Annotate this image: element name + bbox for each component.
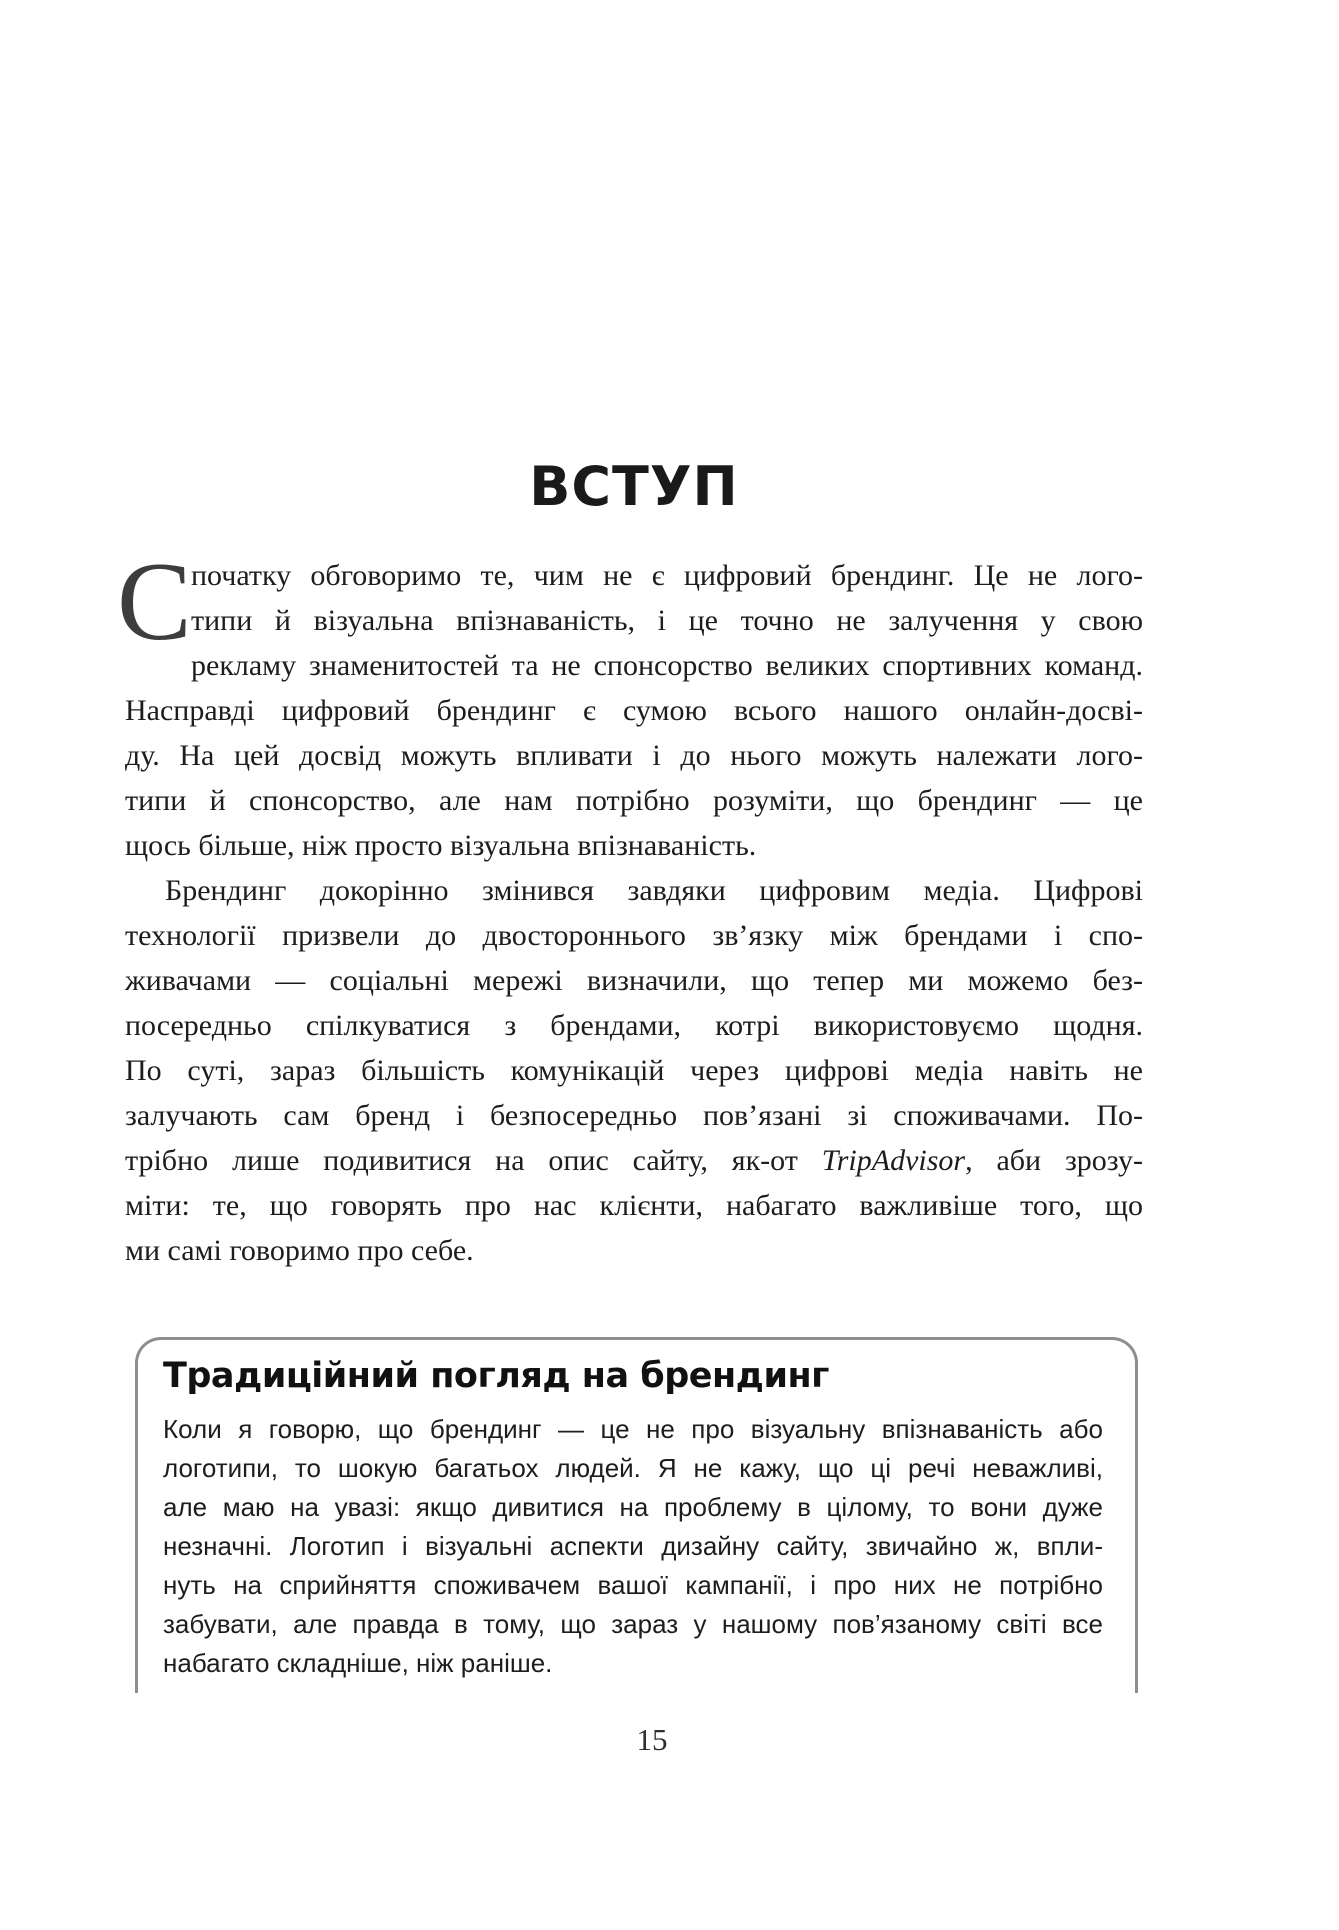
text-line: По суті, зараз більшість комунікацій через цифрові медіа навіть не <box>125 1054 1143 1087</box>
callout-text-line: набагато складніше, ніж раніше. <box>163 1648 553 1678</box>
callout-text-line: незначні. Логотип і візуальні аспекти дизайну сайту, звичайно ж, впли- <box>163 1531 1103 1561</box>
callout-text-line: нуть на сприйняття споживачем вашої кампанії, і про них не потрібно <box>163 1570 1103 1600</box>
callout-box <box>135 1337 1138 1693</box>
text-line: залучають сам бренд і безпосередньо пов’язані зі споживачами. По- <box>125 1099 1143 1132</box>
text-line: типи й візуальна впізнаваність, і це точно не залучення у свою <box>191 604 1143 637</box>
text-line: щось більше, ніж просто візуальна впізнаваність. <box>125 829 757 862</box>
text-line: Брендинг докорінно змінився завдяки цифровим медіа. Цифрові <box>165 874 1143 907</box>
text-line: живачами — соціальні мережі визначили, що тепер ми можемо без- <box>125 964 1143 997</box>
text-line: посередньо спілкуватися з брендами, котрі використовуємо щодня. <box>125 1009 1143 1042</box>
text-line: рекламу знаменитостей та не спонсорство великих спортивних команд. <box>191 649 1143 682</box>
callout-text-line: Коли я говорю, що брендинг — це не про візуальну впізнаваність або <box>163 1414 1103 1444</box>
text-line: міти: те, що говорять про нас клієнти, набагато важливіше того, що <box>125 1189 1143 1222</box>
text-line: початку обговоримо те, чим не є цифровий брендинг. Це не лого- <box>191 559 1143 592</box>
body-text <box>117 540 1144 1273</box>
text-line: Насправді цифровий брендинг є сумою всього нашого онлайн-досві- <box>125 694 1143 727</box>
text-line: технології призвели до двостороннього зв’язку між брендами і спо- <box>125 919 1143 952</box>
callout-text-line: забувати, але правда в тому, що зараз у нашому пов’язаному світі все <box>163 1609 1103 1639</box>
text-segment: трібно лише подивитися на опис сайту, як-от <box>125 1144 822 1177</box>
callout-heading: Традиційний погляд на брендинг <box>163 1356 829 1396</box>
page-title: ВСТУП <box>529 455 739 518</box>
callout-text-line: логотипи, то шокую багатьох людей. Я не кажу, що ці речі неважливі, <box>163 1453 1103 1483</box>
text-line: ду. На цей досвід можуть впливати і до нього можуть належати лого- <box>125 739 1143 772</box>
drop-cap: С <box>117 540 192 664</box>
paragraph-1 <box>117 540 1143 868</box>
text-line: типи й спонсорство, але нам потрібно розуміти, що брендинг — це <box>125 784 1143 817</box>
text-segment: , аби зрозу- <box>965 1144 1144 1177</box>
callout-text-line: але маю на увазі: якщо дивитися на проблему в цілому, то вони дуже <box>163 1492 1103 1522</box>
page-number: 15 <box>636 1722 668 1757</box>
text-line: ми самі говоримо про себе. <box>125 1234 474 1267</box>
text-line-with-italic <box>125 1138 1143 1183</box>
tripadvisor-italic: TripAdvisor <box>821 1144 966 1177</box>
paragraph-2 <box>125 868 1143 1273</box>
